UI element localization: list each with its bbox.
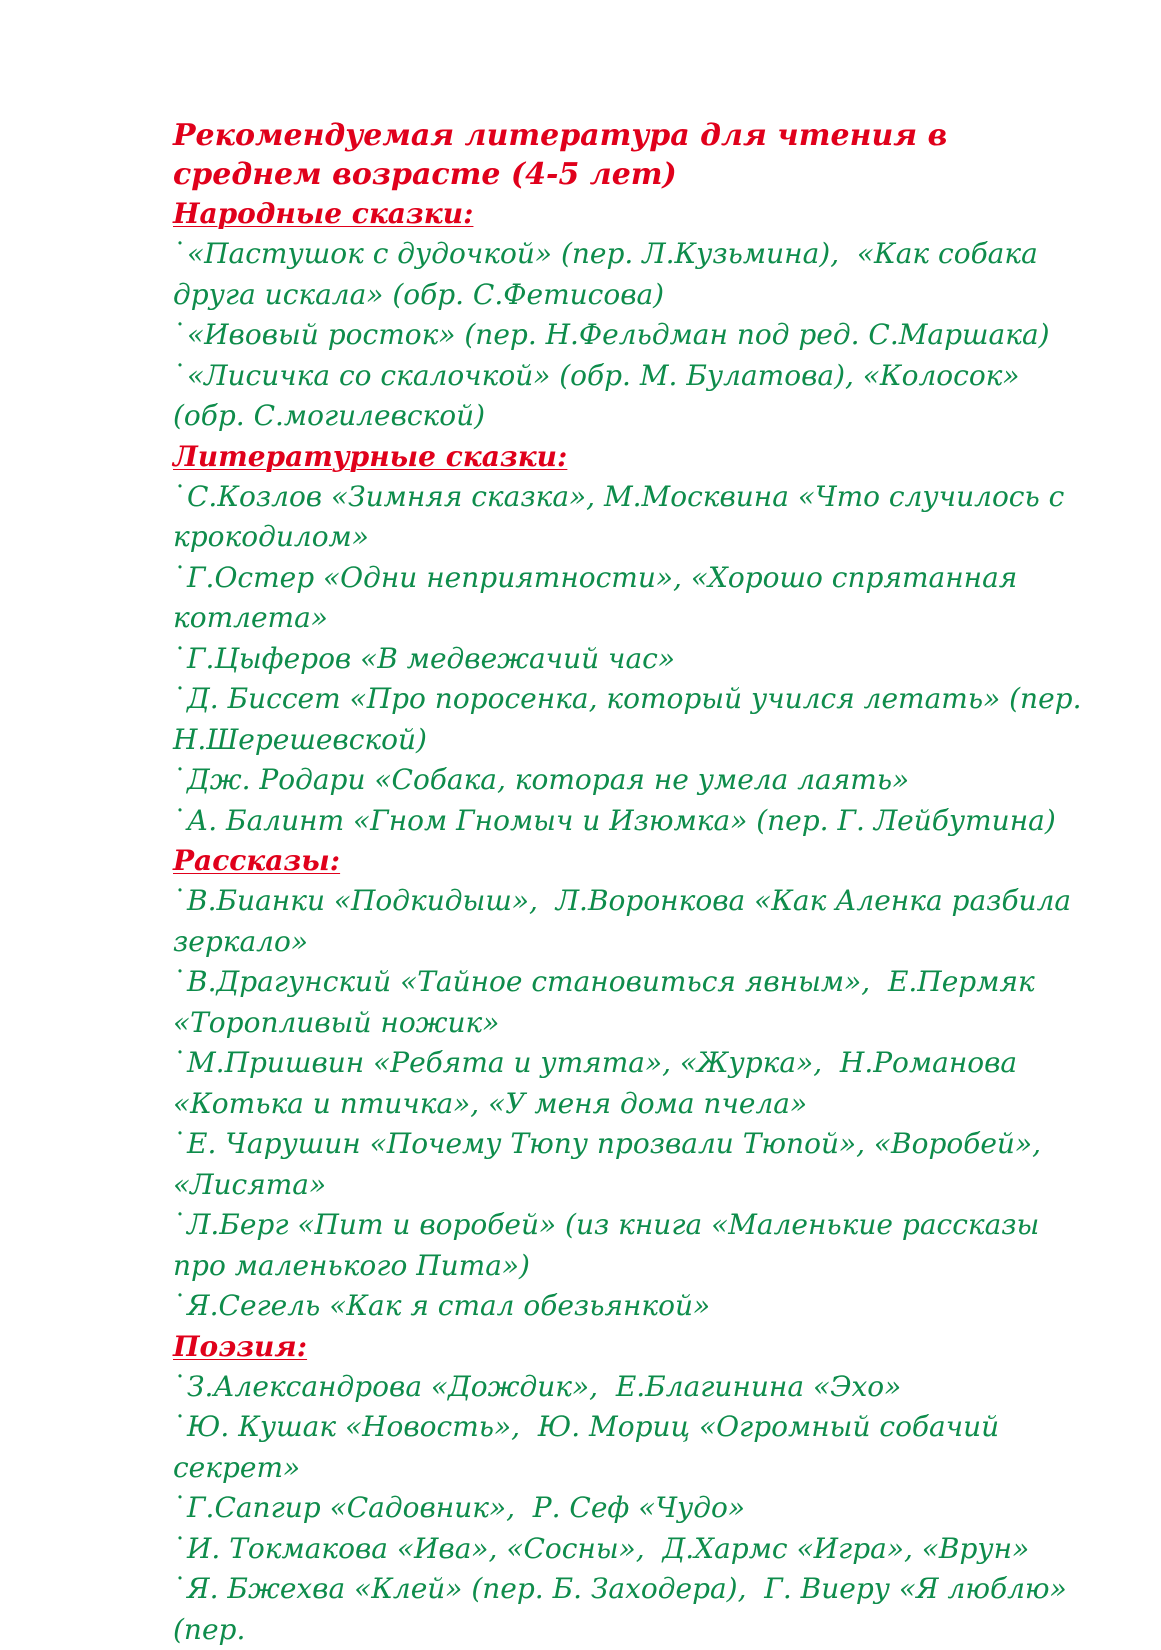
bullet-icon: ˙	[173, 679, 187, 720]
list-item: ˙Г.Остер «Одни неприятности», «Хорошо спрятанная котлета»	[173, 558, 1093, 639]
document-page	[173, 116, 1093, 1650]
section-heading: Рассказы:	[173, 841, 1093, 881]
bullet-icon: ˙	[173, 477, 187, 518]
bullet-icon: ˙	[173, 1286, 187, 1327]
bullet-icon: ˙	[173, 1488, 187, 1529]
bullet-icon: ˙	[173, 1569, 187, 1610]
list-item: ˙«Ивовый росток» (пер. Н.Фельдман под ред. С.Маршака)	[173, 315, 1093, 356]
bullet-icon: ˙	[173, 1043, 187, 1084]
list-item: ˙М.Пришвин «Ребята и утята», «Журка», Н.Романова «Котька и птичка», «У меня дома пчела»	[173, 1043, 1093, 1124]
list-item: ˙Л.Берг «Пит и воробей» (из книга «Маленькие рассказы про маленького Пита»)	[173, 1205, 1093, 1286]
section-heading: Поэзия:	[173, 1327, 1093, 1367]
bullet-icon: ˙	[173, 801, 187, 842]
list-item: ˙И. Токмакова «Ива», «Сосны», Д.Хармс «Игра», «Врун»	[173, 1529, 1093, 1570]
bullet-icon: ˙	[173, 639, 187, 680]
bullet-icon: ˙	[173, 881, 187, 922]
bullet-icon: ˙	[173, 558, 187, 599]
list-item: ˙Г.Цыферов «В медвежачий час»	[173, 639, 1093, 680]
list-item: ˙Г.Сапгир «Садовник», Р. Сеф «Чудо»	[173, 1488, 1093, 1529]
bullet-icon: ˙	[173, 1529, 187, 1570]
list-item: ˙«Пастушок с дудочкой» (пер. Л.Кузьмина), «Как собака друга искала» (обр. С.Фетисова)	[173, 234, 1093, 315]
list-item: ˙«Лисичка со скалочкой» (обр. М. Булатова), «Колосок» (обр. С.могилевской)	[173, 356, 1093, 437]
bullet-icon: ˙	[173, 760, 187, 801]
list-item: ˙Д. Биссет «Про поросенка, который учился летать» (пер. Н.Шерешевской)	[173, 679, 1093, 760]
bullet-icon: ˙	[173, 962, 187, 1003]
section-stories	[173, 841, 1093, 1327]
list-item: ˙В.Драгунский «Тайное становиться явным», Е.Пермяк «Торопливый ножик»	[173, 962, 1093, 1043]
bullet-icon: ˙	[173, 356, 187, 397]
list-item: ˙Дж. Родари «Собака, которая не умела лаять»	[173, 760, 1093, 801]
bullet-icon: ˙	[173, 234, 187, 275]
section-poetry	[173, 1327, 1093, 1650]
list-item: ˙А. Балинт «Гном Гномыч и Изюмка» (пер. Г. Лейбутина)	[173, 801, 1093, 842]
section-literary-tales	[173, 437, 1093, 842]
list-item: ˙З.Александрова «Дождик», Е.Благинина «Эхо»	[173, 1367, 1093, 1408]
section-heading: Народные сказки:	[173, 194, 1093, 234]
bullet-icon: ˙	[173, 1367, 187, 1408]
list-item: ˙Ю. Кушак «Новость», Ю. Мориц «Огромный собачий секрет»	[173, 1407, 1093, 1488]
list-item: ˙Я.Сегель «Как я стал обезьянкой»	[173, 1286, 1093, 1327]
section-heading: Литературные сказки:	[173, 437, 1093, 477]
page-title: Рекомендуемая литература для чтения в среднем возрасте (4-5 лет)	[173, 116, 1093, 194]
bullet-icon: ˙	[173, 315, 187, 356]
list-item: ˙В.Бианки «Подкидыш», Л.Воронкова «Как Аленка разбила зеркало»	[173, 881, 1093, 962]
bullet-icon: ˙	[173, 1205, 187, 1246]
list-item: ˙С.Козлов «Зимняя сказка», М.Москвина «Что случилось с крокодилом»	[173, 477, 1093, 558]
bullet-icon: ˙	[173, 1407, 187, 1448]
section-folk-tales	[173, 194, 1093, 437]
bullet-icon: ˙	[173, 1124, 187, 1165]
list-item: ˙Е. Чарушин «Почему Тюпу прозвали Тюпой», «Воробей», «Лисята»	[173, 1124, 1093, 1205]
list-item: ˙Я. Бжехва «Клей» (пер. Б. Заходера), Г. Виеру «Я люблю» (пер.	[173, 1569, 1093, 1650]
